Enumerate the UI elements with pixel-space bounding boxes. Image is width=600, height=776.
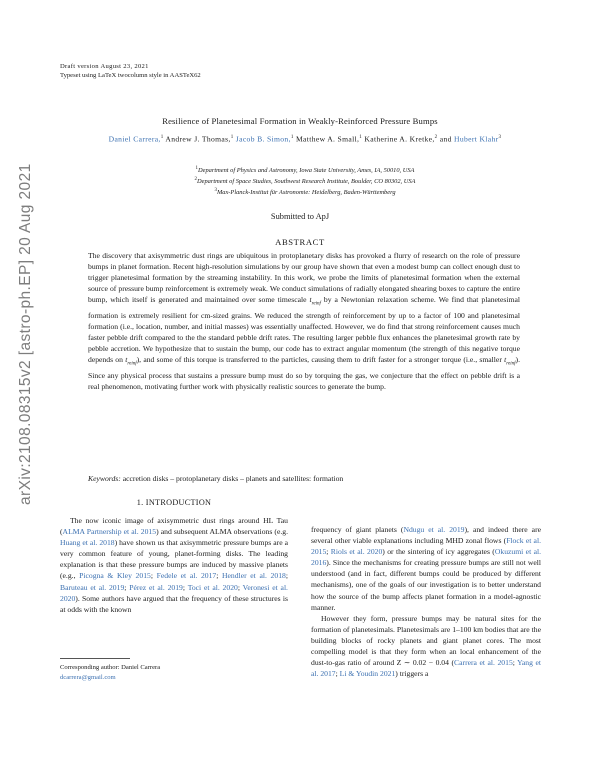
footnote-rule <box>60 658 130 659</box>
keywords <box>88 474 520 484</box>
corresponding-author: Corresponding author: Daniel Carrera <box>60 664 161 671</box>
affiliation-marker: 3 <box>214 188 217 194</box>
math-t-reinf: $t_{reinf}$ <box>504 355 516 367</box>
author-list <box>80 133 530 145</box>
intro-paragraph-2: However they form, pressure bumps may be natural sites for the formation of planetesimals. Planetesimals are 1–100 km bodies that are the building blocks of rocky planets and giant planet cores. The most compelling model is that they form when an local enhancement of the dust-to-gas ratio of around Z ∼ 0.02 − 0.04 (Carrera et al. 2015; Yang et al. 2017; Li & Youdin 2021) triggers a <box>311 613 541 679</box>
citation-link[interactable]: Okuzumi et al. 2016 <box>311 547 541 568</box>
keywords-label: Keywords: <box>88 474 121 483</box>
citation-link[interactable]: Ndugu et al. 2019 <box>403 525 465 534</box>
intro-paragraph-1-cont: frequency of giant planets (Ndugu et al. 2019), and indeed there are several other viable explanations including MHD zonal flows (Flock et al. 2015; Riols et al. 2020) or the sintering of icy aggregates (Okuzumi et al. 2016). Since the mechanisms for creating pressure bumps are still not well understood (and in fact, different bumps could be produced by different mechanisms), one of the goals of our investigation is to better understand how the source of the bump affects planet formation in a model-agnostic manner. <box>311 525 542 612</box>
citation-link[interactable]: Huang et al. 2018 <box>60 538 115 548</box>
affiliation-marker: 2 <box>194 177 198 183</box>
email-link[interactable]: dcarrera@gmail.com <box>60 673 116 681</box>
affiliation-marker: 1 <box>195 166 199 171</box>
footnote <box>60 663 160 682</box>
author-affil-marker: 2 <box>434 135 438 140</box>
abstract-text: The discovery that axisymmetric dust rings are ubiquitous in protoplanetary disks has provoked a flurry of research on the role of pressure bumps in planet formation. Recent high-resolution simulations by our group have shown that even a modest bump can collect enough dust to trigger planetesimal formation by the streaming instability. In this work, we probe the limits of planetesimal formation when the external source of pressure bump reinforcement is extremely weak. We conduct simulations of radially elongated shearing boxes to capture the entire bump, which itself is generated and maintained over some timescale $t_{reinf}$ by a Newtonian relaxation scheme. We find that planetesimal formation is extremely resilient for cm-sized grains. We reduced the strength of reinforcement by up to a factor of 100 and planetesimal formation (i.e., location, number, and initial masses) was essentially unaffected. However, we do find that strong reinforcement causes much faster pebble drift compared to the the standard pebble drift rates. The resulting larger pebble flux enhances the planetesimal growth rate by pebble accretion. We hypothesize that to sustain the bump, our code has to extract angular momentum (the strength of this negative torque depends on $t_{reinf}$), and some of this torque is transferred to the particles, causing them to drift faster for a stronger torque (i.e., smaller $t_{reinf}$). Since any physical process that sustains a pressure bump must do so by torquing the gas, we conjecture that the effect on pebble drift is a real phenomenon, motivating further work with physically realistic sources to generate the bump. <box>88 251 520 392</box>
author-name: Katherine A. Kretke, <box>364 134 435 144</box>
author-affil-marker: 1 <box>160 135 164 140</box>
section-heading: 1. INTRODUCTION <box>136 498 212 507</box>
affiliation-line: $^2$Department of Space Studies, Southwest Research Institute, Boulder, CO 80302, USA <box>194 177 416 186</box>
citation-link[interactable]: Riols et al. 2020 <box>330 547 383 557</box>
citation-link[interactable]: Flock et al. 2015 <box>311 536 541 557</box>
author-affil-marker: 3 <box>498 135 502 140</box>
intro-left-column <box>60 515 288 615</box>
citation-link[interactable]: Li & Youdin 2021 <box>339 669 396 679</box>
citation-link[interactable]: Fedele et al. 2017 <box>156 571 217 581</box>
citation-link[interactable]: Toci et al. 2020 <box>187 582 238 592</box>
citation-link[interactable]: Hendler et al. 2018 <box>222 571 286 581</box>
author-affil-marker: 1 <box>359 135 363 140</box>
citation-link[interactable]: Baruteau et al. 2019 <box>60 582 125 592</box>
draft-version: Draft version August 23, 2021 <box>60 63 149 70</box>
author-affil-marker: 1 <box>230 135 234 140</box>
citation-link[interactable]: Carrera et al. 2015 <box>454 658 513 668</box>
citation-link[interactable]: Veronesi et al. 2020 <box>60 582 288 603</box>
author-name: Matthew A. Small, <box>295 134 360 144</box>
citation-link[interactable]: Yang et al. 2017 <box>311 658 541 679</box>
intro-right-column <box>311 524 541 679</box>
typeset-note: Typeset using LaTeX twocolumn style in AASTeX62 <box>60 72 201 79</box>
author-name[interactable]: Jacob B. Simon, <box>235 134 291 144</box>
author-affil-marker: 1 <box>290 135 294 140</box>
citation-link[interactable]: Picogna & Kley 2015 <box>79 571 151 581</box>
keywords-text: accretion disks – protoplanetary disks – planets and satellites: formation <box>122 474 344 483</box>
math-t-reinf: $t_{reinf}$ <box>309 295 321 307</box>
affiliation-line: $^1$Department of Physics and Astronomy, Iowa State University, Ames, IA, 50010, USA <box>195 166 415 175</box>
intro-paragraph-1: The now iconic image of axisymmetric dust rings around HL Tau (ALMA Partnership et al. 2015) and subsequent ALMA observations (e.g. Huang et al. 2018) have shown us that axisymmetric pressure bumps are a very common feature of young, planet-forming disks. The leading explanation is that these pressure bumps are induced by massive planets (e.g., Picogna & Kley 2015; Fedele et al. 2017; Hendler et al. 2018; Baruteau et al. 2019; Pérez et al. 2019; Toci et al. 2020; Veronesi et al. 2020). Some authors have argued that the frequency of these structures is at odds with the known <box>60 516 288 614</box>
affiliations <box>90 164 520 197</box>
author-name[interactable]: Hubert Klahr <box>454 134 499 144</box>
math-t-reinf: $t_{reinf}$ <box>125 355 137 367</box>
submitted-note: Submitted to ApJ <box>270 212 330 221</box>
citation-link[interactable]: Pérez et al. 2019 <box>129 582 183 592</box>
abstract-heading: ABSTRACT <box>275 237 325 247</box>
author-name: and <box>439 134 452 144</box>
paper-title: Resilience of Planetesimal Formation in Weakly-Reinforced Pressure Bumps <box>162 116 438 126</box>
arxiv-stamp[interactable]: arXiv:2108.08315v2 [astro-ph.EP] 20 Aug 2021 <box>17 163 34 505</box>
citation-link[interactable]: ALMA Partnership et al. 2015 <box>62 527 157 537</box>
author-name[interactable]: Daniel Carrera, <box>108 134 161 144</box>
author-name: Andrew J. Thomas, <box>165 134 231 144</box>
affiliation-line: $^3$Max-Planck-Institut für Astronomie: Heidelberg, Baden-Württemberg <box>214 188 396 197</box>
